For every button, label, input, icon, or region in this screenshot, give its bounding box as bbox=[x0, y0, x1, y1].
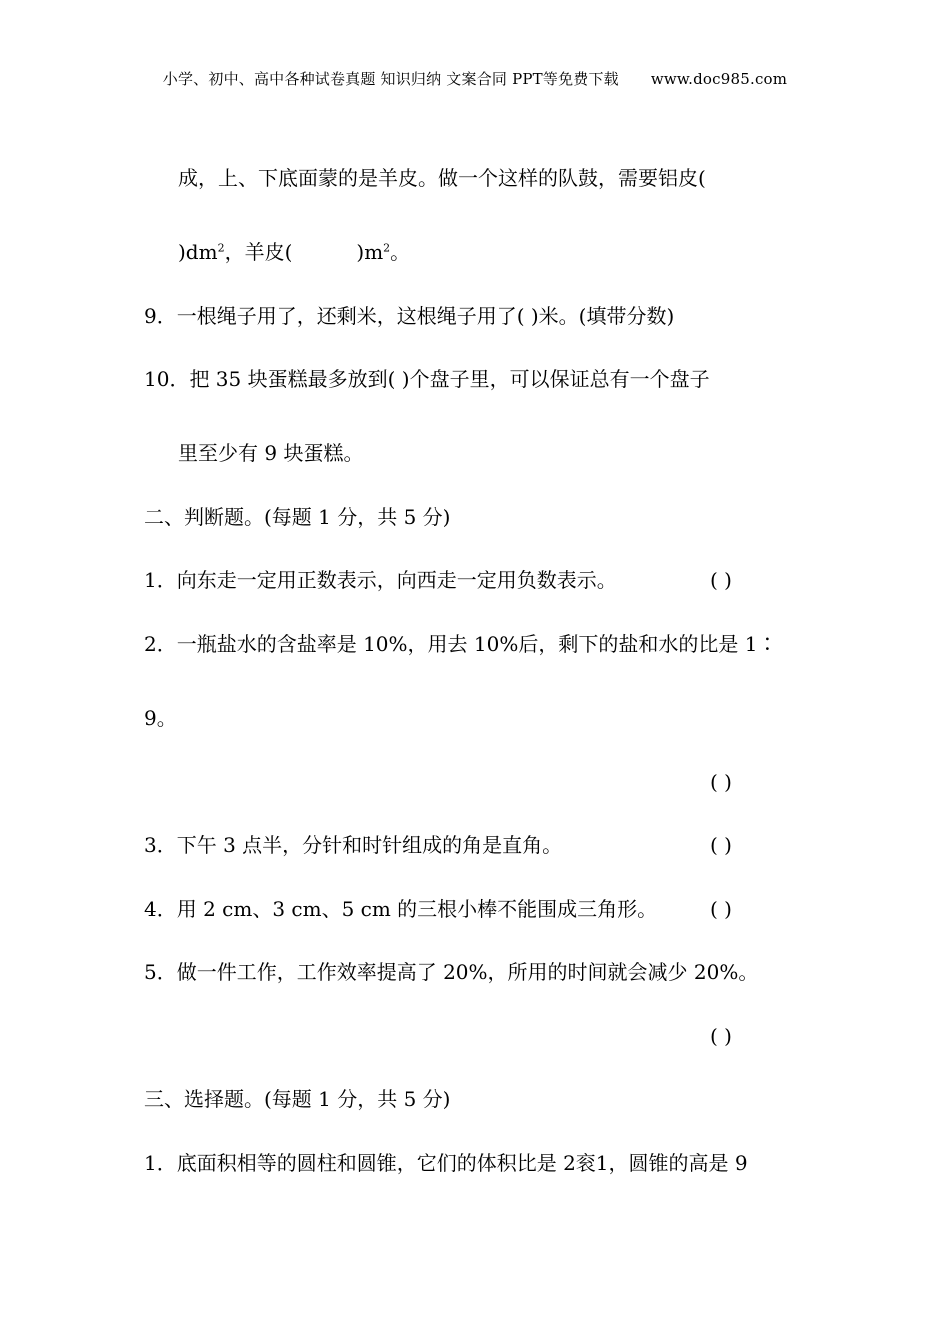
q10-line1: 10．把 35 块蛋糕最多放到( )个盘子里，可以保证总有一个盘子 bbox=[144, 367, 710, 391]
q8-line2 bbox=[178, 238, 410, 266]
q8-dm-text: )dm bbox=[178, 240, 218, 264]
q8-end: 。 bbox=[390, 240, 411, 264]
page-header bbox=[0, 68, 950, 89]
section3-title: 三、选择题。(每题 1 分，共 5 分) bbox=[144, 1087, 451, 1111]
judge-answer-5[interactable]: ( ) bbox=[710, 1024, 732, 1048]
judge-item-4: 4．用 2 cm、3 cm、5 cm 的三根小棒不能围成三角形。 bbox=[144, 897, 658, 921]
judge-item-3: 3．下午 3 点半，分针和时针组成的角是直角。 bbox=[144, 833, 563, 857]
q10-line2: 里至少有 9 块蛋糕。 bbox=[178, 441, 364, 465]
judge-item-5: 5．做一件工作，工作效率提高了 20%，所用的时间就会减少 20%。 bbox=[144, 960, 759, 984]
q8-goat-text: ，羊皮( bbox=[224, 240, 293, 264]
q8-m-text: )m bbox=[356, 240, 384, 264]
judge-item-2-cont: 9。 bbox=[144, 706, 177, 730]
judge-item-2: 2．一瓶盐水的含盐率是 10%，用去 10%后，剩下的盐和水的比是 1∶ bbox=[144, 632, 778, 656]
header-url: www.doc985.com bbox=[650, 70, 788, 88]
q8-sup-dm: 2 bbox=[217, 241, 225, 255]
header-text: 小学、初中、高中各种试卷真题 知识归纳 文案合同 PPT等免费下载 bbox=[162, 70, 619, 88]
q9: 9．一根绳子用了，还剩米，这根绳子用了( )米。(填带分数) bbox=[144, 304, 675, 328]
section2-title: 二、判断题。(每题 1 分，共 5 分) bbox=[144, 505, 451, 529]
choice-item-1: 1．底面积相等的圆柱和圆锥，它们的体积比是 2衮1，圆锥的高是 9 bbox=[144, 1151, 748, 1175]
q8-line1: 成，上、下底面蒙的是羊皮。做一个这样的队鼓，需要铝皮( bbox=[178, 166, 706, 190]
judge-answer-3[interactable]: ( ) bbox=[710, 833, 732, 857]
judge-answer-4[interactable]: ( ) bbox=[710, 897, 732, 921]
q8-sup-m: 2 bbox=[383, 241, 391, 255]
judge-answer-2[interactable]: ( ) bbox=[710, 770, 732, 794]
judge-item-1: 1．向东走一定用正数表示，向西走一定用负数表示。 bbox=[144, 568, 617, 592]
judge-answer-1[interactable]: ( ) bbox=[710, 568, 732, 592]
